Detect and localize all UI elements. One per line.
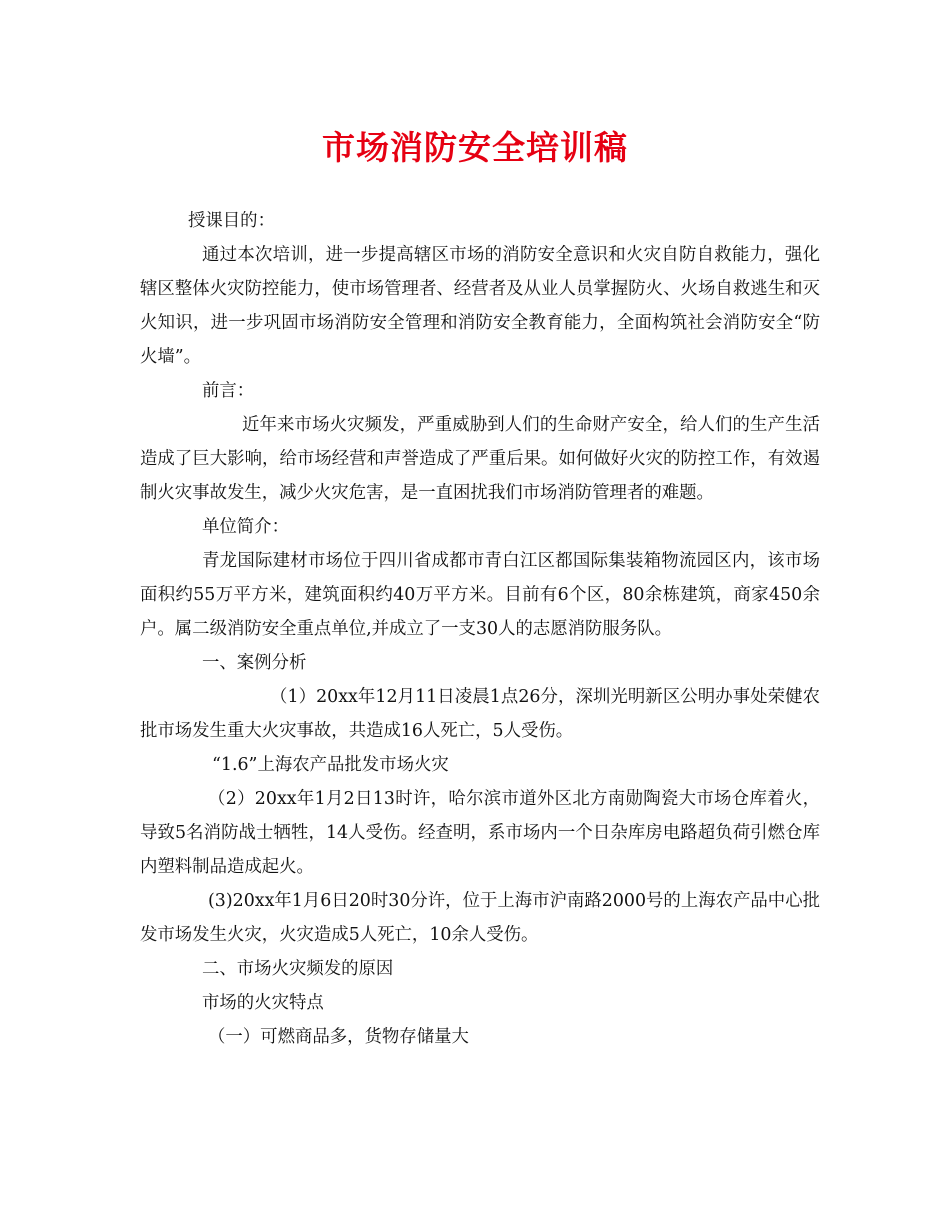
paragraph-case-3: (3)20xx年1月6日20时30分许，位于上海市沪南路2000号的上海农产品中心批发市场发生火灾，火灾造成5人死亡，10余人受伤。 [140,891,820,945]
heading-teaching-purpose: 授课目的： [188,211,275,231]
heading-fire-causes: 二、市场火灾频发的原因 [202,959,394,979]
paragraph-point-1: （一）可燃商品多，货物存储量大 [208,1027,469,1047]
document-body [140,204,820,1054]
paragraph-preface: 近年来市场火灾频发，严重威胁到人们的生命财产安全，给人们的生产生活造成了巨大影响，给市场经营和声誉造成了严重后果。如何做好火灾的防控工作，有效遏制火灾事故发生，减少火灾危害，是一直困扰我们市场消防管理者的难题。 [140,415,820,503]
document-title: 市场消防安全培训稿 [322,128,628,167]
heading-case-analysis: 一、案例分析 [202,653,307,673]
paragraph-case-2: （2）20xx年1月2日13时许，哈尔滨市道外区北方南勋陶瓷大市场仓库着火，导致5名消防战士牺牲，14人受伤。经查明，系市场内一个日杂库房电路超负荷引燃仓库内塑料制品造成起火。 [140,789,820,877]
paragraph-purpose: 通过本次培训，进一步提高辖区市场的消防安全意识和火灾自防自救能力，强化辖区整体火灾防控能力，使市场管理者、经营者及从业人员掌握防火、火场自救逃生和灭火知识，进一步巩固市场消防安全管理和消防安全教育能力，全面构筑社会消防安全“防火墙”。 [140,245,820,367]
paragraph-case-subtitle: “1.6”上海农产品批发市场火灾 [212,755,449,775]
heading-fire-characteristics: 市场的火灾特点 [202,993,324,1013]
paragraph-case-1: （1）20xx年12月11日凌晨1点26分，深圳光明新区公明办事处荣健农批市场发生重大火灾事故，共造成16人死亡，5人受伤。 [140,687,820,741]
heading-preface: 前言： [202,381,255,401]
heading-unit-intro: 单位简介： [202,517,289,537]
paragraph-unit-intro: 青龙国际建材市场位于四川省成都市青白江区都国际集装箱物流园区内，该市场面积约55万平方米，建筑面积约40万平方米。目前有6个区，80余栋建筑，商家450余户。属二级消防安全重点单位,并成立了一支30人的志愿消防服务队。 [140,551,820,639]
